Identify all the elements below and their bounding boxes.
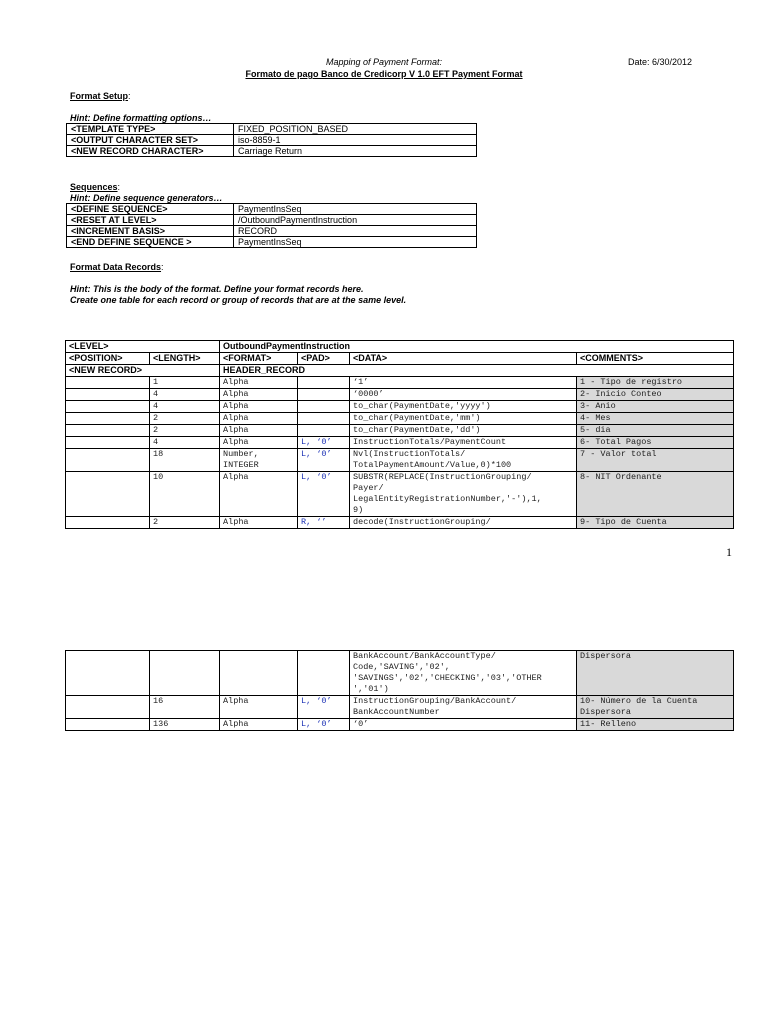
table-row <box>66 377 734 389</box>
position-cell <box>66 472 150 517</box>
pad-cell <box>298 413 350 425</box>
length-cell: 1 <box>150 377 220 389</box>
table-row <box>66 696 734 719</box>
record-rows-continued <box>66 651 734 731</box>
pad-cell: L, ‘0’ <box>298 696 350 719</box>
length-cell: 4 <box>150 437 220 449</box>
length-cell: 4 <box>150 401 220 413</box>
comment-cell: 10- Número de la Cuenta Dispersora <box>577 696 734 719</box>
length-cell: 2 <box>150 517 220 529</box>
pad-cell: R, ‘’ <box>298 517 350 529</box>
new-record-value: HEADER_RECORD <box>220 365 734 377</box>
format-cell: Alpha <box>220 719 298 731</box>
comment-cell: 7 - Valor total <box>577 449 734 472</box>
sequences-table <box>66 203 477 248</box>
new-record-label: <NEW RECORD> <box>66 365 220 377</box>
format-cell: Alpha <box>220 389 298 401</box>
format-setup-table <box>66 123 477 157</box>
data-cell: to_char(PaymentDate,'yyyy') <box>350 401 577 413</box>
format-setup-heading <box>70 91 131 101</box>
new-record-row <box>66 365 734 377</box>
value-cell: RECORD <box>234 226 477 237</box>
length-cell <box>150 651 220 696</box>
table-row <box>67 146 477 157</box>
format-setup-heading-colon: : <box>128 91 131 101</box>
table-row <box>66 425 734 437</box>
sequences-heading <box>70 182 120 192</box>
data-cell: SUBSTR(REPLACE(InstructionGrouping/ Payer/ LegalEntityRegistrationNumber,'-'),1, 9) <box>350 472 577 517</box>
pad-cell <box>298 389 350 401</box>
comment-cell: Dispersora <box>577 651 734 696</box>
table-row <box>66 389 734 401</box>
position-cell <box>66 696 150 719</box>
col-header-format: <FORMAT> <box>220 353 298 365</box>
position-cell <box>66 437 150 449</box>
comment-cell: 9- Tipo de Cuenta <box>577 517 734 529</box>
length-cell: 10 <box>150 472 220 517</box>
pad-cell: L, ‘0’ <box>298 449 350 472</box>
level-row <box>66 341 734 353</box>
record-table-continued <box>65 650 734 731</box>
format-data-records-heading-text: Format Data Records <box>70 262 162 272</box>
comment-cell: 11- Relleno <box>577 719 734 731</box>
table-row <box>67 204 477 215</box>
value-cell: /OutboundPaymentInstruction <box>234 215 477 226</box>
data-cell: to_char(PaymentDate,'mm') <box>350 413 577 425</box>
level-value: OutboundPaymentInstruction <box>220 341 734 353</box>
col-header-comments: <COMMENTS> <box>577 353 734 365</box>
length-cell: 2 <box>150 413 220 425</box>
record-table <box>65 340 734 529</box>
position-cell <box>66 517 150 529</box>
key-cell: <OUTPUT CHARACTER SET> <box>67 135 234 146</box>
value-cell: iso-8859-1 <box>234 135 477 146</box>
table-row <box>67 215 477 226</box>
format-data-records-hint-1: Hint: This is the body of the format. Define your format records here. <box>70 284 364 294</box>
table-row <box>66 437 734 449</box>
comment-cell: 3- Anio <box>577 401 734 413</box>
data-cell: ‘0’ <box>350 719 577 731</box>
key-cell: <RESET AT LEVEL> <box>67 215 234 226</box>
document-date: Date: 6/30/2012 <box>628 57 693 67</box>
length-cell: 16 <box>150 696 220 719</box>
position-cell <box>66 401 150 413</box>
value-cell: Carriage Return <box>234 146 477 157</box>
format-setup-hint: Hint: Define formatting options… <box>70 113 212 123</box>
comment-cell: 2- Inicio Conteo <box>577 389 734 401</box>
pad-cell: L, ‘0’ <box>298 472 350 517</box>
format-cell: Number, INTEGER <box>220 449 298 472</box>
data-cell: BankAccount/BankAccountType/ Code,'SAVING','02', 'SAVINGS','02','CHECKING','03','OTHER ','01') <box>350 651 577 696</box>
sequences-hint: Hint: Define sequence generators… <box>70 193 223 203</box>
level-label: <LEVEL> <box>66 341 220 353</box>
value-cell: PaymentInsSeq <box>234 237 477 248</box>
comment-cell: 6- Total Pagos <box>577 437 734 449</box>
format-setup-heading-text: Format Setup <box>70 91 129 101</box>
key-cell: <DEFINE SEQUENCE> <box>67 204 234 215</box>
pad-cell <box>298 651 350 696</box>
col-header-position: <POSITION> <box>66 353 150 365</box>
position-cell <box>66 425 150 437</box>
format-cell: Alpha <box>220 696 298 719</box>
table-row <box>66 719 734 731</box>
table-row <box>67 237 477 248</box>
format-cell: Alpha <box>220 517 298 529</box>
pad-cell: L, ‘0’ <box>298 437 350 449</box>
format-cell: Alpha <box>220 413 298 425</box>
key-cell: <TEMPLATE TYPE> <box>67 124 234 135</box>
pad-cell: L, ‘0’ <box>298 719 350 731</box>
record-rows <box>66 377 734 529</box>
length-cell: 18 <box>150 449 220 472</box>
table-row <box>66 651 734 696</box>
position-cell <box>66 651 150 696</box>
pad-cell <box>298 401 350 413</box>
position-cell <box>66 413 150 425</box>
format-cell: Alpha <box>220 401 298 413</box>
data-cell: ‘0000’ <box>350 389 577 401</box>
comment-cell: 1 - Tipo de registro <box>577 377 734 389</box>
position-cell <box>66 449 150 472</box>
sequences-heading-colon: : <box>117 182 121 192</box>
table-row <box>67 135 477 146</box>
comment-cell: 4- Mes <box>577 413 734 425</box>
format-cell <box>220 651 298 696</box>
length-cell: 4 <box>150 389 220 401</box>
comment-cell: 8- NIT Ordenante <box>577 472 734 517</box>
data-cell: to_char(PaymentDate,'dd') <box>350 425 577 437</box>
data-cell: InstructionTotals/PaymentCount <box>350 437 577 449</box>
key-cell: <END DEFINE SEQUENCE > <box>67 237 234 248</box>
col-header-pad: <PAD> <box>298 353 350 365</box>
data-cell: decode(InstructionGrouping/ <box>350 517 577 529</box>
column-header-row <box>66 353 734 365</box>
mapping-title: Mapping of Payment Format: <box>325 57 443 67</box>
table-row <box>66 517 734 529</box>
table-row <box>67 226 477 237</box>
format-cell: Alpha <box>220 377 298 389</box>
value-cell: PaymentInsSeq <box>234 204 477 215</box>
format-cell: Alpha <box>220 425 298 437</box>
col-header-length: <LENGTH> <box>150 353 220 365</box>
table-row <box>66 413 734 425</box>
position-cell <box>66 389 150 401</box>
table-row <box>67 124 477 135</box>
page-number: 1 <box>726 545 732 559</box>
format-subtitle: Formato de pago Banco de Credicorp V 1.0 EFT Payment Format <box>245 69 523 79</box>
col-header-data: <DATA> <box>350 353 577 365</box>
format-data-records-heading <box>70 262 164 272</box>
value-cell: FIXED_POSITION_BASED <box>234 124 477 135</box>
data-cell: Nvl(InstructionTotals/ TotalPaymentAmount/Value,0)*100 <box>350 449 577 472</box>
data-cell: ‘1’ <box>350 377 577 389</box>
table-row <box>66 449 734 472</box>
position-cell <box>66 377 150 389</box>
comment-cell: 5- dia <box>577 425 734 437</box>
format-data-records-hint-2: Create one table for each record or group of records that are at the same level. <box>70 295 407 305</box>
format-data-records-heading-colon: : <box>161 262 164 272</box>
pad-cell <box>298 425 350 437</box>
table-row <box>66 401 734 413</box>
length-cell: 2 <box>150 425 220 437</box>
pad-cell <box>298 377 350 389</box>
position-cell <box>66 719 150 731</box>
sequences-heading-text: Sequences <box>70 182 118 192</box>
length-cell: 136 <box>150 719 220 731</box>
format-cell: Alpha <box>220 437 298 449</box>
format-cell: Alpha <box>220 472 298 517</box>
key-cell: <INCREMENT BASIS> <box>67 226 234 237</box>
data-cell: InstructionGrouping/BankAccount/ BankAccountNumber <box>350 696 577 719</box>
key-cell: <NEW RECORD CHARACTER> <box>67 146 234 157</box>
table-row <box>66 472 734 517</box>
